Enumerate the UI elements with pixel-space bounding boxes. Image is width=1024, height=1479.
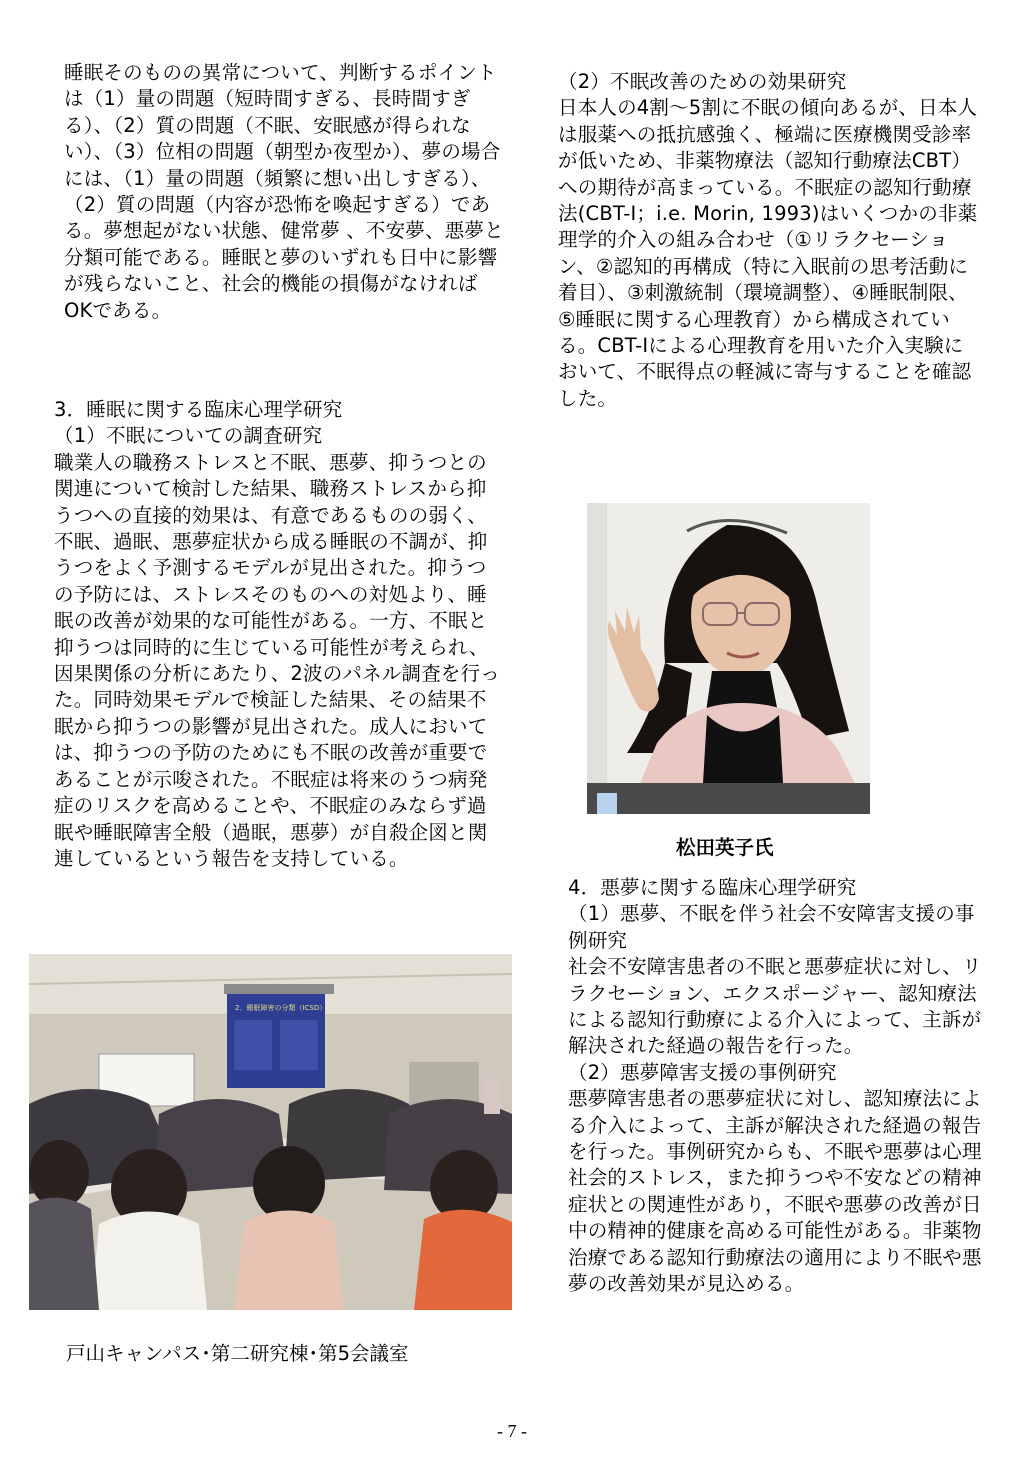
seminar-room-photo bbox=[29, 954, 512, 1310]
meeting-room-caption: 戸山キャンパス･第二研究棟･第5会議室 bbox=[66, 1342, 409, 1365]
seminar-room-drawing bbox=[29, 954, 512, 1310]
section-3-2-insomnia-intervention-study: （2）不眠改善のための効果研究 日本人の4割～5割に不眠の傾向あるが、日本人は服薬への抵抗感強く、極端に医療機関受診率が低いため、非薬物療法（認知行動療法CBT）への期待が高まっている。不眠症の認知行動療法(CBT-I；i.e. Morin, 1993)はいくつかの非薬理学的介入の組み合わせ（①リラクセーション、②認知的再構成（特に入眠前の思考活動に着目）、③刺激統制（環境調整）、④睡眠制限、⑤睡眠に関する心理教育）から構成されている。CBT-Iによる心理教育を用いた介入実験において、不眠得点の軽減に寄与することを確認した。 bbox=[558, 70, 978, 410]
section-4-clinical-psychology-of-nightmares: 4．悪夢に関する臨床心理学研究 （1）悪夢、不眠を伴う社会不安障害支援の事例研究 社会不安障害患者の不眠と悪夢症状に対し、リラクセーション、エクスポージャー、認知療法による認知行動療による介入によって、主訴が解決された経過の報告を行った。 （2）悪夢障害支援の事例研究 悪夢障害患者の悪夢症状に対し、認知療法による介入によって、主訴が解決された経過の報告を行った。事例研究からも、不眠や悪夢は心理社会的ストレス，また抑うつや不安などの精神症状との関連性があり，不眠や悪夢の改善が日中の精神的健康を高める可能性がある。非薬物治療である認知行動療法の適用により不眠や悪夢の改善効果が見込める。 bbox=[568, 876, 982, 1296]
section-3-clinical-psychology-of-sleep: 3．睡眠に関する臨床心理学研究 （1）不眠についての調査研究 職業人の職務ストレスと不眠、悪夢、抑うつとの関連について検討した結果、職務ストレスから抑うつへの直接的効果は、有意であるものの弱く、不眠、過眠、悪夢症状から成る睡眠の不調が、抑うつをよく予測するモデルが見出された。抑うつの予防には、ストレスそのものへの対処より、睡眠の改善が効果的な可能性がある。一方、不眠と抑うつは同時的に生じている可能性が考えられ、因果関係の分析にあたり、2波のパネル調査を行った。同時効果モデルで検証した結果、その結果不眠から抑うつの影響が見出された。成人においては、抑うつの予防のためにも不眠の改善が重要であることが示唆された。不眠症は将来のうつ病発症のリスクを高めることや、不眠症のみならず過眠や睡眠障害全般（過眠，悪夢）が自殺企図と関連しているという報告を支持している。 bbox=[54, 398, 501, 870]
intro-paragraph: 睡眠そのものの異常について、判断するポイントは（1）量の問題（短時間すぎる、長時間すぎる）、（2）質の問題（不眠、安眠感が得られない）、（3）位相の問題（朝型か夜型か）、夢の場合には、（1）量の問題（頻繁に想い出しすぎる）、（2）質の問題（内容が恐怖を喚起すぎる）である。夢想起がない状態、健常夢 、不安夢、悪夢と分類可能である。睡眠と夢のいずれも日中に影響が残らないこと、社会的機能の損傷がなければOKである。 bbox=[64, 61, 504, 322]
projected-slide-title: 2．睡眠障害の分類（ICSD） bbox=[235, 1004, 327, 1012]
speaker-portrait-drawing bbox=[587, 503, 870, 814]
portrait-caption: 松田英子氏 bbox=[676, 836, 774, 859]
page-number: - 7 - bbox=[497, 1421, 527, 1441]
speaker-portrait-photo bbox=[587, 503, 870, 814]
